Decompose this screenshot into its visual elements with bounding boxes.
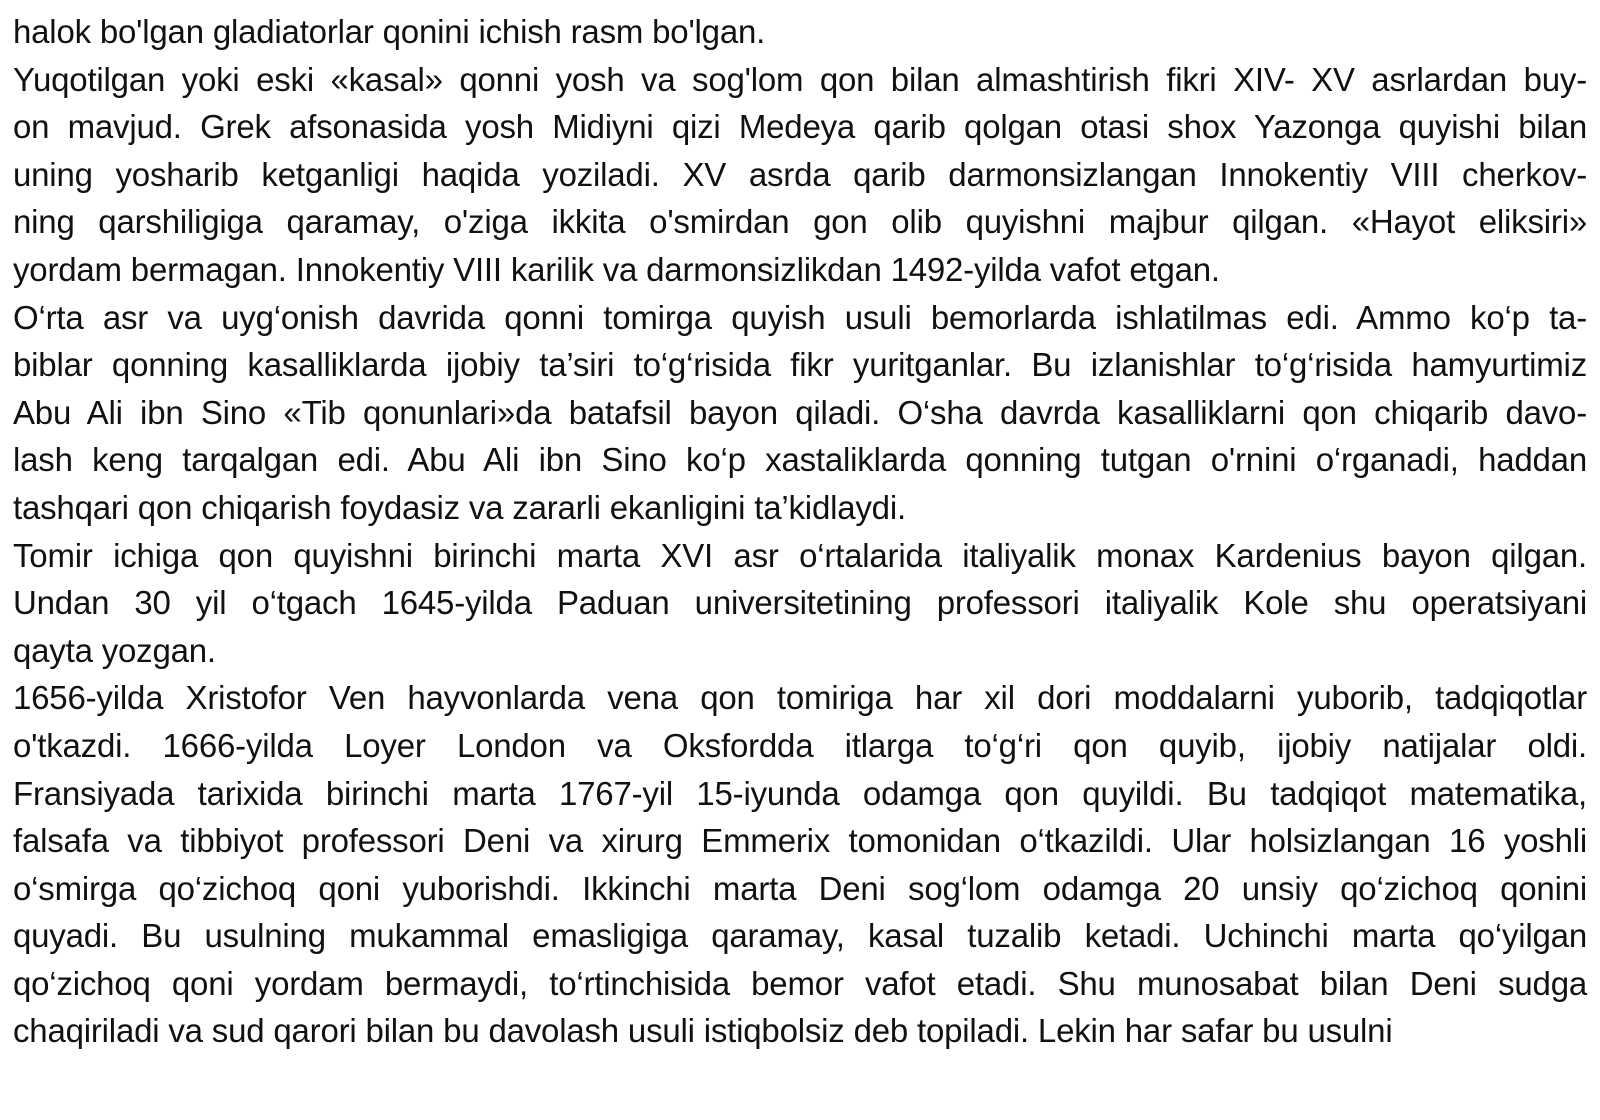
text-line: Tomir ichiga qon quyishni birinchi marta XVI asr o‘rtalarida italiyalik monax Kardenius bayon qilgan. bbox=[13, 536, 1587, 574]
text-line: on mavjud. Grek afsonasida yosh Midiyni qizi Medeya qarib qolgan otasi shox Yazonga quyishi bilan bbox=[13, 108, 1587, 146]
text-line: Yuqotilgan yoki eski «kasal» qonni yosh va sog'lom qon bilan almashtirish fikri XIV- XV asrlardan buy- bbox=[13, 60, 1587, 98]
text-line: 1656-yilda Xristofor Ven hayvonlarda vena qon tomiriga har xil dori moddalarni yuborib, tadqiqotlar bbox=[13, 679, 1587, 717]
text-line: halok bo'lgan gladiatorlar qonini ichish rasm bo'lgan. bbox=[13, 13, 766, 50]
text-line: chaqiriladi va sud qarori bilan bu davolash usuli istiqbolsiz deb topiladi. Lekin har safar bu usulni bbox=[13, 1012, 1393, 1050]
text-line: yordam bermagan. Innokentiy VIII karilik va darmonsizlikdan 1492-yilda vafot etgan. bbox=[13, 250, 1220, 288]
text-line: ning qarshiligiga qaramay, o'ziga ikkita o'smirdan gon olib quyishni majbur qilgan. «Hayot eliksiri» bbox=[13, 203, 1587, 241]
text-line: Undan 30 yil o‘tgach 1645-yilda Paduan universitetining professori italiyalik Kole shu operatsiyani bbox=[13, 584, 1587, 622]
text-line: o‘smirga qo‘zichoq qoni yuborishdi. Ikkinchi marta Deni sog‘lom odamga 20 unsiy qo‘zichoq qonini bbox=[13, 869, 1587, 907]
text-line: O‘rta asr va uyg‘onish davrida qonni tomirga quyish usuli bemorlarda ishlatilmas edi. Ammo ko‘p ta- bbox=[13, 298, 1587, 336]
text-line: tashqari qon chiqarish foydasiz va zararli ekanligini ta’kidlaydi. bbox=[13, 488, 906, 526]
text-line: Fransiyada tarixida birinchi marta 1767-yil 15-iyunda odamga qon quyildi. Bu tadqiqot matematika, bbox=[13, 774, 1587, 812]
text-line: quyadi. Bu usulning mukammal emasligiga qaramay, kasal tuzalib ketadi. Uchinchi marta qo‘yilgan bbox=[13, 917, 1587, 955]
text-line: lash keng tarqalgan edi. Abu Ali ibn Sino ko‘p xastaliklarda qonning tutgan o'rnini o‘rganadi, haddan bbox=[13, 441, 1587, 479]
text-line: qayta yozgan. bbox=[13, 631, 216, 669]
text-line: uning yosharib ketganligi haqida yoziladi. XV asrda qarib darmonsizlangan Innokentiy VIII cherkov- bbox=[13, 155, 1587, 193]
document-body bbox=[13, 8, 1587, 1055]
text-line: qo‘zichoq qoni yordam bermaydi, to‘rtinchisida bemor vafot etadi. Shu munosabat bilan Deni sudga bbox=[13, 964, 1587, 1002]
text-line: biblar qonning kasalliklarda ijobiy ta’siri to‘g‘risida fikr yuritganlar. Bu izlanishlar to‘g‘risida hamyurtimiz bbox=[13, 346, 1587, 384]
text-line: o'tkazdi. 1666-yilda Loyer London va Oksfordda itlarga to‘g‘ri qon quyib, ijobiy natijalar oldi. bbox=[13, 726, 1587, 764]
text-line: Abu Ali ibn Sino «Tib qonunlari»da batafsil bayon qiladi. O‘sha davrda kasalliklarni qon chiqarib davo- bbox=[13, 393, 1587, 431]
text-line: falsafa va tibbiyot professori Deni va xirurg Emmerix tomonidan o‘tkazildi. Ular holsizlangan 16 yoshli bbox=[13, 822, 1587, 860]
